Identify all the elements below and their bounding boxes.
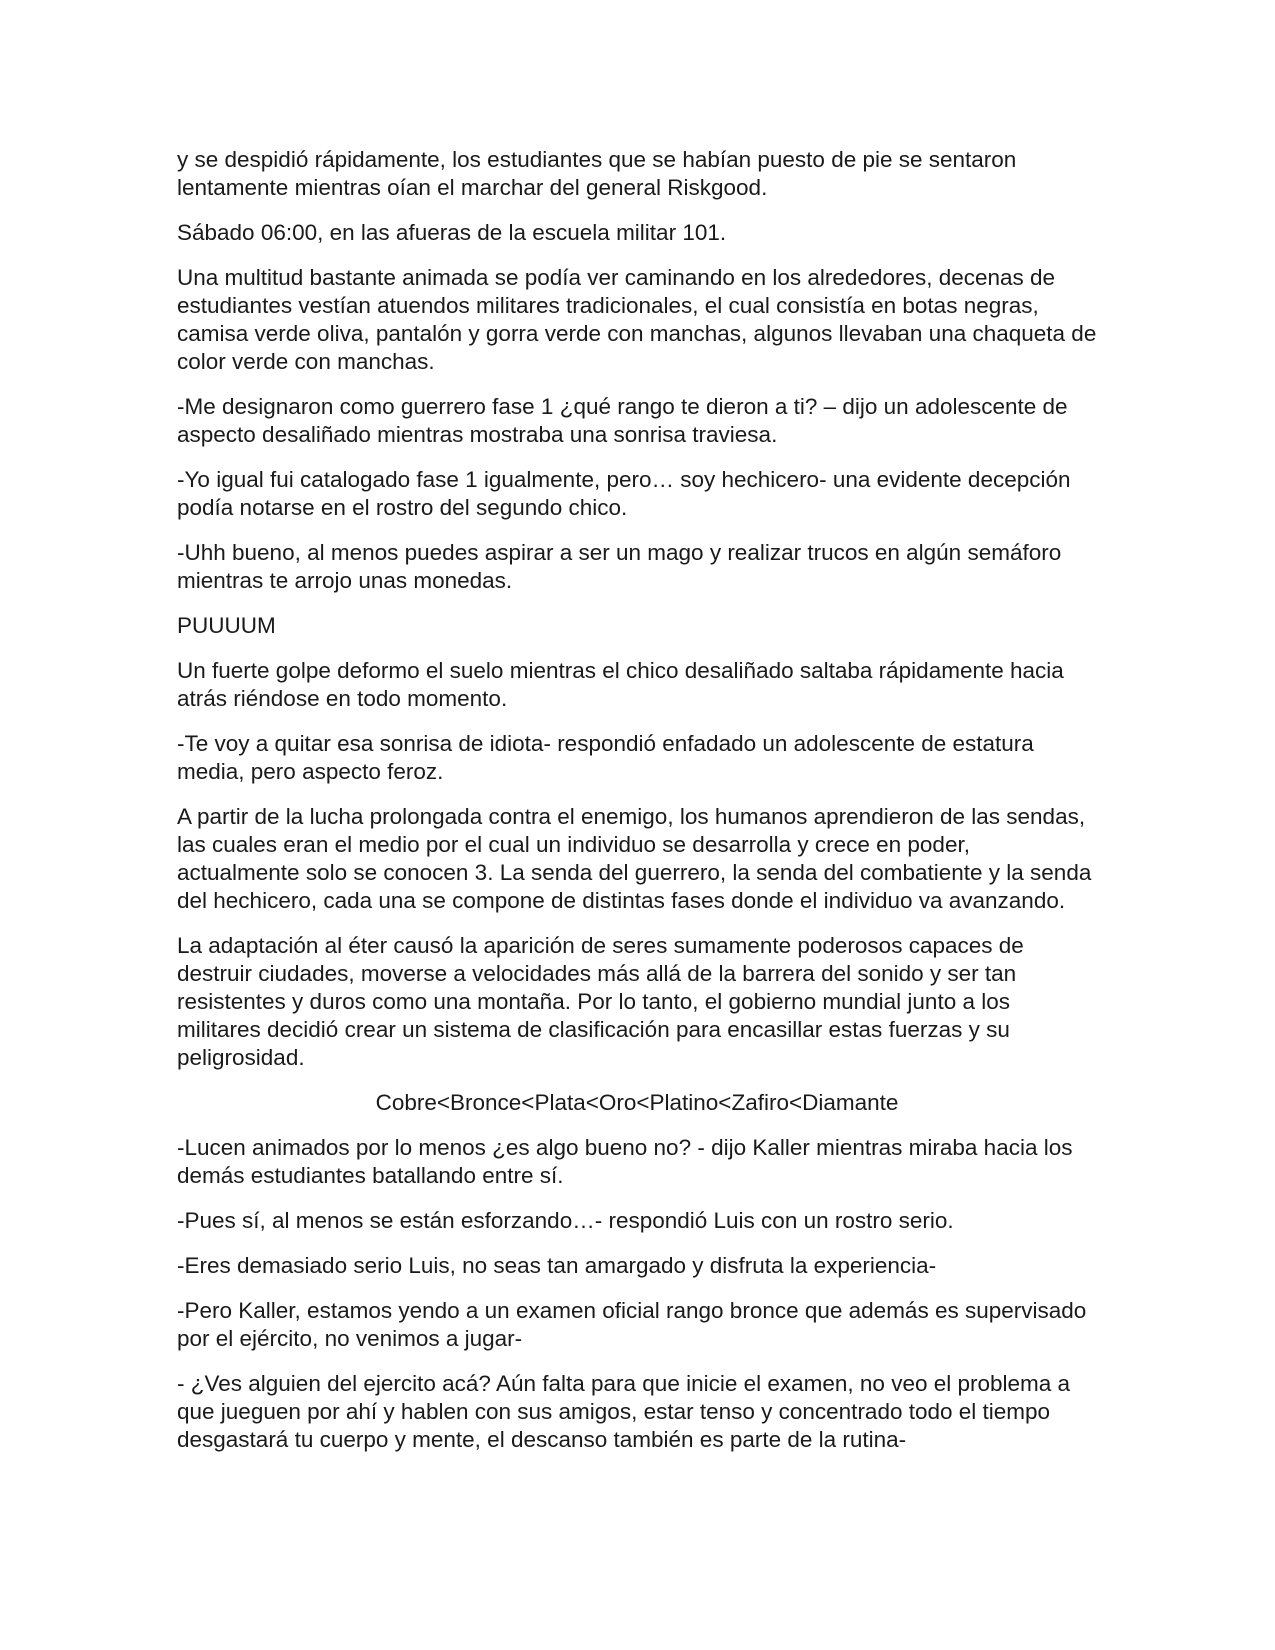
dialogue-line: -Eres demasiado serio Luis, no seas tan amargado y disfruta la experiencia- [177,1253,937,1278]
dialogue-line: -Te voy a quitar esa sonrisa de idiota- respondió enfadado un adolescente de estatura media, pero aspecto feroz. [177,731,1034,784]
dialogue-line: -Me designaron como guerrero fase 1 ¿qué rango te dieron a ti? – dijo un adolescente de aspecto desaliñado mientras mostraba una sonrisa traviesa. [177,394,1068,447]
paragraph: y se despidió rápidamente, los estudiantes que se habían puesto de pie se sentaron lentamente mientras oían el marchar del general Riskgood. [177,147,1017,200]
dialogue-line: -Pero Kaller, estamos yendo a un examen oficial rango bronce que además es supervisado por el ejército, no venimos a jugar- [177,1298,1087,1351]
dialogue-line: -Pues sí, al menos se están esforzando…- respondió Luis con un rostro serio. [177,1208,954,1233]
paragraph: A partir de la lucha prolongada contra el enemigo, los humanos aprendieron de las sendas, las cuales eran el medio por el cual un individuo se desarrolla y crece en poder, actualmente solo se conocen 3. La senda del guerrero, la senda del combatiente y la senda del hechicero, cada una se compone de distintas fases donde el individuo va avanzando. [177,804,1092,913]
paragraph: La adaptación al éter causó la aparición de seres sumamente poderosos capaces de destruir ciudades, moverse a velocidades más allá de la barrera del sonido y ser tan resistentes y duros como una montaña. Por lo tanto, el gobierno mundial junto a los militares decidió crear un sistema de clasificación para encasillar estas fuerzas y su peligrosidad. [177,933,1024,1070]
scene-heading: Sábado 06:00, en las afueras de la escuela militar 101. [177,220,727,245]
paragraph: Una multitud bastante animada se podía ver caminando en los alrededores, decenas de estudiantes vestían atuendos militares tradicionales, el cual consistía en botas negras, camisa verde oliva, pantalón y gorra verde con manchas, algunos llevaban una chaqueta de color verde con manchas. [177,265,1097,374]
dialogue-line: -Yo igual fui catalogado fase 1 igualmente, pero… soy hechicero- una evidente decepción podía notarse en el rostro del segundo chico. [177,467,1071,520]
document-body [177,146,1097,1471]
paragraph: Un fuerte golpe deformo el suelo mientras el chico desaliñado saltaba rápidamente hacia atrás riéndose en todo momento. [177,658,1064,711]
dialogue-line: -Lucen animados por lo menos ¿es algo bueno no? - dijo Kaller mientras miraba hacia los demás estudiantes batallando entre sí. [177,1135,1073,1188]
dialogue-line: - ¿Ves alguien del ejercito acá? Aún falta para que inicie el examen, no veo el problema a que jueguen por ahí y hablen con sus amigos, estar tenso y concentrado todo el tiempo desgastará tu cuerpo y mente, el descanso también es parte de la rutina- [177,1371,1071,1452]
dialogue-line: -Uhh bueno, al menos puedes aspirar a ser un mago y realizar trucos en algún semáforo mientras te arrojo unas monedas. [177,540,1062,593]
rank-hierarchy: Cobre<Bronce<Plata<Oro<Platino<Zafiro<Diamante [375,1090,899,1115]
sound-effect: PUUUUM [177,613,276,638]
